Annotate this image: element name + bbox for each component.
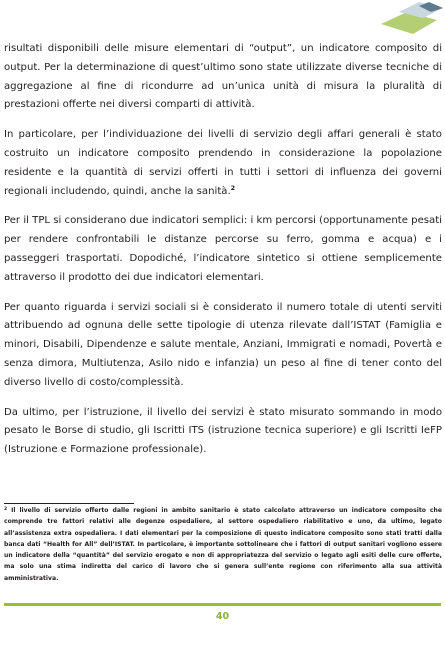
paragraph-5: Da ultimo, per l’istruzione, il livello dei servizi è stato misurato sommando in modo pesato le Borse di studio, gli Iscritti ITS (istruzione tecnica superiore) e gli Iscritti IeFP (Istruzione e Formazione professionale). bbox=[4, 406, 442, 456]
footnote-separator bbox=[4, 503, 134, 504]
footnote-number: 2 bbox=[4, 507, 8, 512]
footnote bbox=[4, 505, 442, 584]
footnote-reference[interactable]: 2 bbox=[230, 183, 236, 192]
page-number: 40 bbox=[215, 611, 230, 622]
paragraph-2: In particolare, per l’individuazione dei livelli di servizio degli affari generali è stato costruito un indicatore composito prendendo in considerazione la popolazione residente e la quantità di servizi offerti in tutti i settori di influenza dei governi regionali includendo, quindi, anche la sanità.$^2$ bbox=[4, 129, 442, 197]
paragraph-3: Per il TPL si considerano due indicatori semplici: i km percorsi (opportunamente pesati per rendere confrontabili le distanze percorse su ferro, gomma e acqua) e i passeggeri trasportati. Dopodiché, l’indicatore sintetico si ottiene semplicemente attraverso il prodotto dei due indicatori elementari. bbox=[4, 215, 442, 283]
page-body bbox=[4, 40, 442, 471]
footnote-text: Il livello di servizio offerto dalle regioni in ambito sanitario è stato calcolato attraverso un indicatore composito che comprende tre fattori relativi alle degenze ospedaliere, al settore ospedaliero riabilitativo e uno, da ultimo, legato all’assistenza extra ospedaliera. I dati elementari per la composizione di questo indicatore composito sono stati tratti dalla banca dati “Health for All” dell’ISTAT. In particolare, è importante sottolineare che i fattori di output sanitari vogliono essere un indicatore della “quantità” del servizio erogato e non di appropriatezza del servizio o legato agli esiti delle cure offerte, ma solo una stima indiretta del carico di lavoro che si genera sull’ente regione con riferimento alla sua attività amministrativa. bbox=[4, 507, 442, 582]
logo-green-shape bbox=[381, 12, 437, 34]
paragraph-4: Per quanto riguarda i servizi sociali si è considerato il numero totale di utenti serviti attribuendo ad ognuna delle sette tipologie di utenza rilevate dall’ISTAT (Famiglia e minori, Disabili, Dipendenze e salute mentale, Anziani, Immigrati e nomadi, Povertà e senza dimora, Multiutenza, Asilo nido e infanzia) un peso al fine di tener conto del diverso livello di costo/complessità. bbox=[4, 301, 442, 388]
paragraph-1: risultati disponibili delle misure elementari di “output”, un indicatore composito di output. Per la determinazione di quest’ultimo sono state utilizzate diverse tecniche di aggregazione al fine di ricondurre ad un’unica unità di misura la pluralità di prestazioni offerte nei diversi comparti di attività. bbox=[4, 43, 442, 111]
bottom-divider bbox=[4, 603, 441, 606]
corner-logo bbox=[379, 0, 445, 40]
